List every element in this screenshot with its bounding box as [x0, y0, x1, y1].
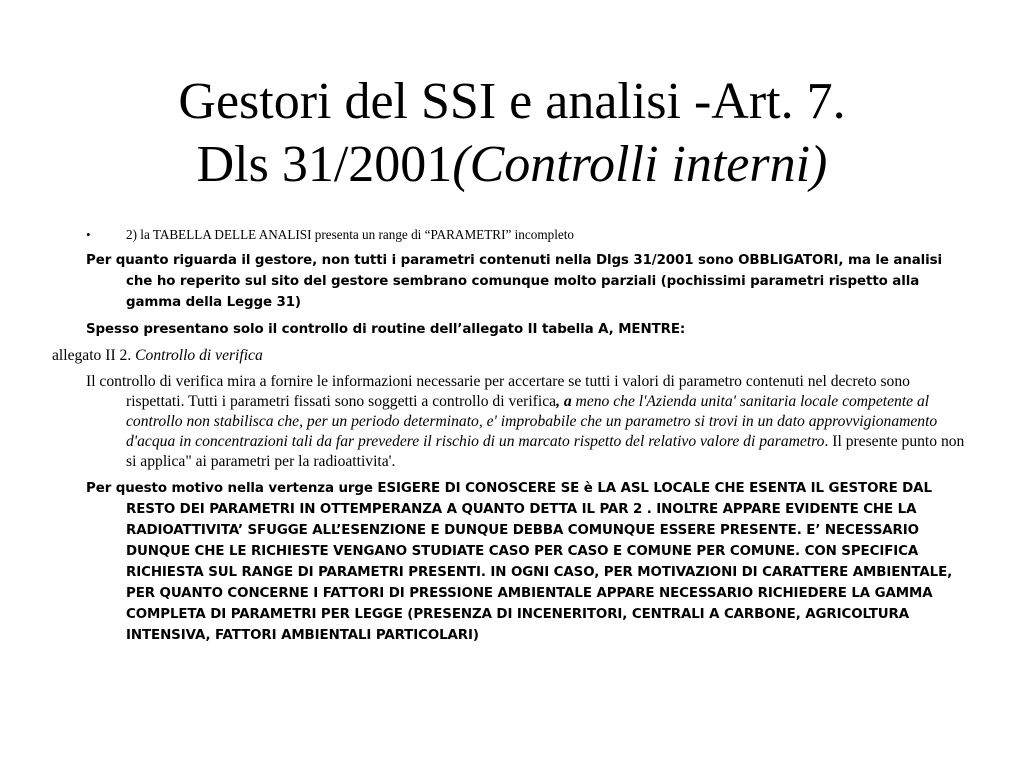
paragraph-routine: Spesso presentano solo il controllo di routine dell’allegato II tabella A, MENTRE: [86, 322, 686, 337]
verifica-text-2: , a [556, 393, 572, 410]
paragraph-controllo-verifica [86, 372, 966, 472]
paragraph-gestore: Per quanto riguarda il gestore, non tutti i parametri contenuti nella Dlgs 31/2001 sono OBBLIGATORI, ma le analisi che ho reperito sul sito del gestore sembrano comunque molto parziali (pochissimi parametri rispetto alla gamma della Legge 31) [86, 253, 943, 310]
bullet-item [86, 226, 966, 244]
bullet-text: 2) la TABELLA DELLE ANALISI presenta un range di “PARAMETRI” incompleto [126, 227, 574, 242]
verifica-text-1: Il controllo di verifica mira a fornire le informazioni necessarie per accertare se tutti i valori di parametro contenuti nel decreto sono rispettati. Tutti i parametri fissati sono soggetti a controllo di verifica [86, 373, 910, 410]
slide-title [40, 70, 984, 196]
verifica-text-4: . Il presente punto non si applica" ai parametri per la radioattivita'. [126, 433, 965, 470]
title-line-2-regular: Dls 31/2001 [196, 136, 453, 193]
paragraph-vertenza: Per questo motivo nella vertenza urge ESIGERE DI CONOSCERE SE è LA ASL LOCALE CHE ESENTA IL GESTORE DAL RESTO DEI PARAMETRI IN OTTEMPERANZA A QUANTO DETTA IL PAR 2 . INOLTRE APPARE EVIDENTE CHE LA RADIOATTIVITA’ SFUGGE ALL’ESENZIONE E DUNQUE DEBBA COMUNQUE ESSERE PRESENTE. E’ NECESSARIO DUNQUE CHE LE RICHIESTE VENGANO STUDIATE CASO PER CASO E COMUNE PER COMUNE. CON SPECIFICA RICHIESTA SUL RANGE DI PARAMETRI PRESENTI. IN OGNI CASO, PER MOTIVAZIONI DI CARATTERE AMBIENTALE, PER QUANTO CONCERNE I FATTORI DI PRESSIONE AMBIENTALE APPARE NECESSARIO RICHIEDERE LA GAMMA COMPLETA DI PARAMETRI PER LEGGE (PRESENZA DI INCENERITORI, CENTRALI A CARBONE, AGRICOLTURA INTENSIVA, FATTORI AMBIENTALI PARTICOLARI) [86, 481, 953, 643]
title-line-1: Gestori del SSI e analisi -Art. 7. [178, 73, 846, 130]
paragraph-allegato [52, 346, 966, 366]
allegato-label: allegato II 2. [52, 347, 136, 364]
bullet-icon: • [86, 227, 91, 242]
verifica-text-3: meno che l'Azienda unita' sanitaria locale competente al controllo non stabilisca che, per un periodo determinato, e' improbabile che un parametro si trovi in un dato approvvigionamento d'acqua in concentrazioni tali da far prevedere il rischio di un marcato rispetto del relativo valore di parametro [126, 393, 938, 450]
allegato-italic: Controllo di verifica [135, 347, 263, 364]
title-line-2-italic: (Controlli interni) [452, 136, 828, 193]
slide-body [52, 226, 966, 652]
